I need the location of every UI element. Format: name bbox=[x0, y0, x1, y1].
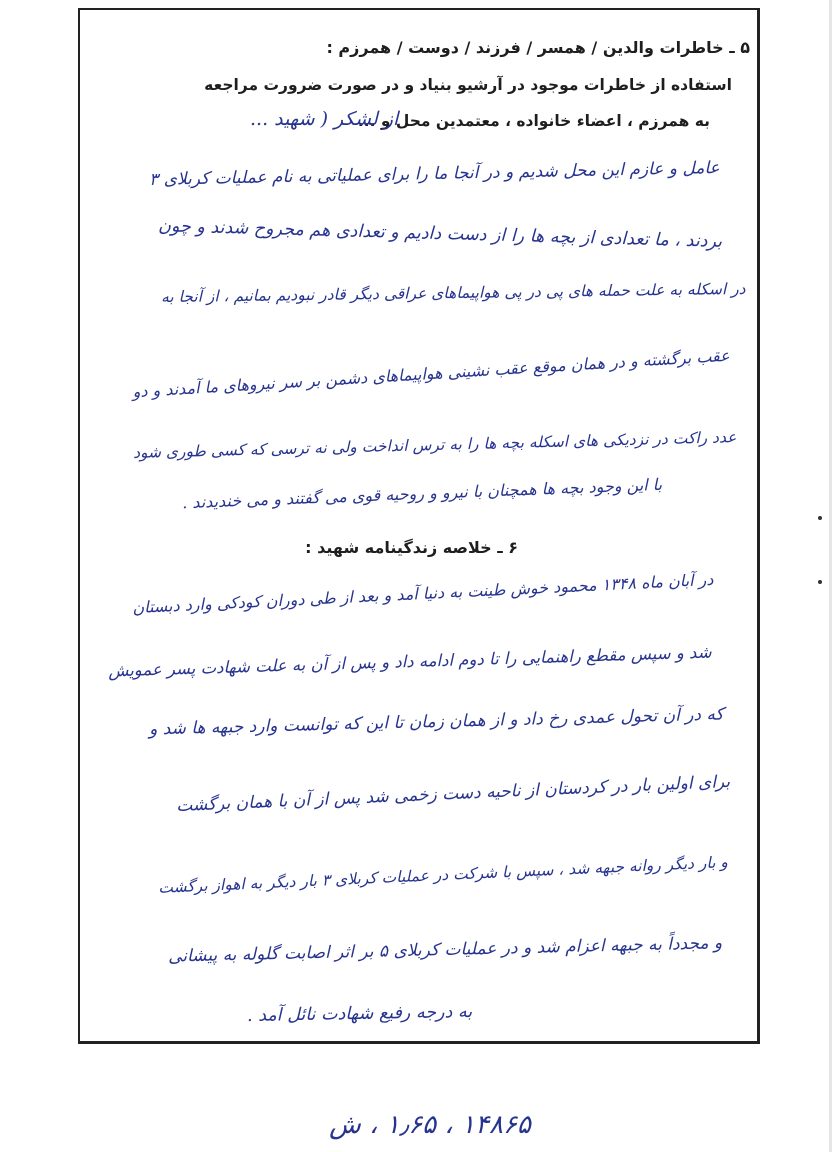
memoir-line: بردند ، ما تعدادی از بچه ها را از دست دادیم و تعدادی هم مجروح شدند و چون bbox=[157, 216, 723, 252]
biography-line: شد و سپس مقطع راهنمایی را تا دوم ادامه داد و پس از آن به علت شهادت پسر عمویش bbox=[108, 642, 713, 681]
biography-line: که در آن تحول عمدی رخ داد و از همان زمان تا این که توانست وارد جبهه ها شد و bbox=[149, 704, 725, 740]
biography-line: به درجه رفیع شهادت نائل آمد . bbox=[246, 1002, 473, 1026]
memoir-line: عقب برگشته و در همان موقع عقب نشینی هواپیماهای دشمن بر سر نیروهای ما آمدند و دو bbox=[131, 345, 731, 402]
memoir-line: عامل و عازم این محل شدیم و در آنجا ما را برای عملیاتی به نام عملیات کربلای ۳ bbox=[149, 158, 721, 190]
memoir-line: در اسکله به علت حمله های پی در پی هواپیماهای عراقی دیگر قادر نبودیم بمانیم ، از آنجا به bbox=[161, 279, 747, 307]
biography-line: و مجدداً به جبهه اعزام شد و در عملیات کربلای ۵ بر اثر اصابت گلوله به پیشانی bbox=[167, 933, 723, 967]
memoir-line: با این وجود بچه ها همچنان با نیرو و روحیه قوی می گفتند و می خندیدند . bbox=[181, 474, 663, 513]
biography-line: در آبان ماه ۱۳۴۸ محمود خوش طینت به دنیا آمد و بعد از طی دوران کودکی وارد دبستان bbox=[132, 569, 715, 618]
section6-title: ۶ ـ خلاصه زندگینامه شهید : bbox=[305, 538, 518, 557]
margin-dot bbox=[818, 516, 822, 520]
biography-line: و بار دیگر روانه جبهه شد ، سپس با شرکت در عملیات کربلای ۳ بار دیگر به اهواز برگشت bbox=[157, 853, 729, 897]
archive-number: ۱۴۸۶۵ ، ۱٫۶۵ ، ش bbox=[329, 1110, 531, 1140]
section5-note: استفاده از خاطرات موجود در آرشیو بنیاد و در صورت ضرورت مراجعه bbox=[204, 76, 732, 94]
memoir-line: عدد راکت در نزدیکی های اسکله بچه ها را به ترس انداخت ولی نه ترسی که کسی طوری شود bbox=[132, 428, 737, 462]
section5-title: ۵ ـ خاطرات والدین / همسر / فرزند / دوست / همرزم : bbox=[326, 38, 750, 57]
memoir-line: از لشکر ( شهید ... bbox=[250, 108, 399, 130]
biography-line: برای اولین بار در کردستان از ناحیه دست زخمی شد پس از آن با همان برگشت bbox=[175, 771, 731, 817]
section5-note-continued: به همرزم ، اعضاء خانواده ، معتمدین محل و ... bbox=[357, 112, 710, 130]
margin-dot bbox=[818, 580, 822, 584]
